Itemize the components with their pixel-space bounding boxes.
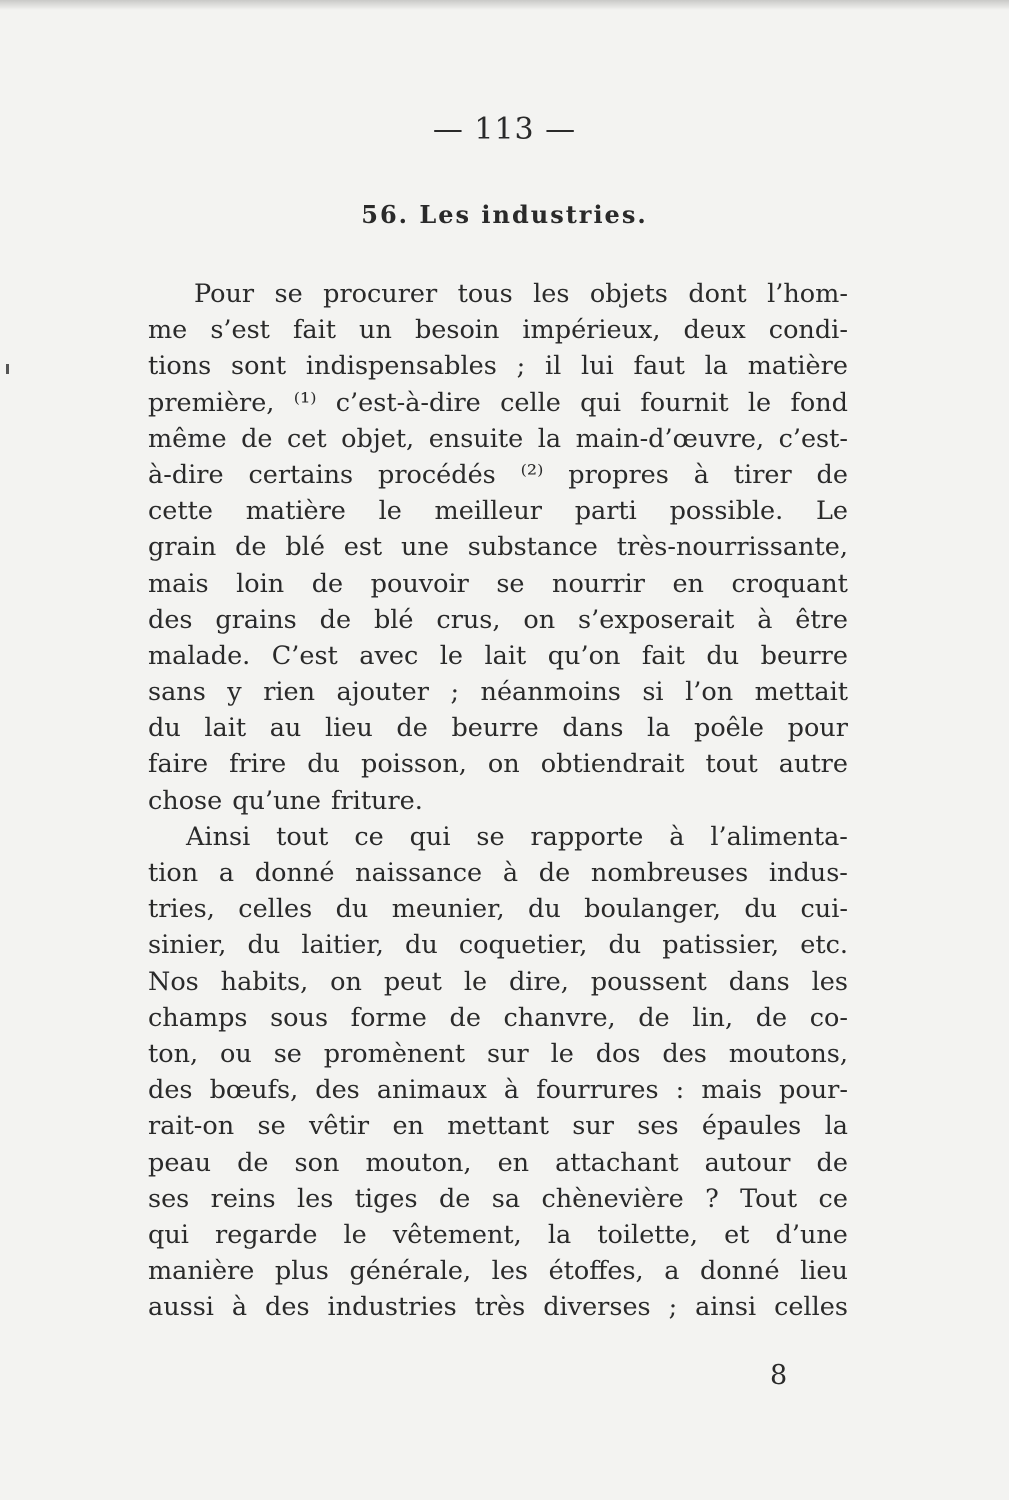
text-line	[148, 674, 848, 710]
word: loin	[236, 568, 285, 599]
word: blé	[285, 532, 325, 563]
word: blé	[373, 604, 414, 635]
word: étoffes,	[548, 1256, 644, 1287]
word: sa	[491, 1183, 521, 1214]
word: première,	[148, 387, 275, 418]
word: qu’une	[232, 785, 322, 816]
word: ⁽²⁾	[520, 459, 544, 490]
word: propres	[568, 459, 669, 490]
word: bœufs,	[209, 1075, 299, 1106]
word: ou	[220, 1038, 252, 1069]
word: Tout	[740, 1183, 798, 1214]
word: procurer	[323, 279, 438, 309]
word: dans	[562, 713, 624, 744]
text-line	[148, 1253, 848, 1289]
word: il	[544, 351, 562, 382]
text-line	[148, 529, 848, 565]
word: beurre	[451, 713, 539, 744]
text-line	[148, 457, 848, 493]
word: de	[449, 1002, 481, 1033]
word: aussi	[148, 1292, 214, 1323]
word: de	[538, 858, 571, 888]
word: mouton,	[365, 1147, 472, 1178]
word: les	[491, 1256, 529, 1287]
word: crus,	[436, 604, 501, 635]
text-line	[148, 602, 848, 638]
word: nombreuses	[590, 858, 749, 888]
word: boulanger,	[584, 894, 721, 925]
word: à	[502, 858, 519, 888]
word: sinier,	[148, 930, 227, 961]
word: l’hom-	[767, 279, 848, 309]
word: néanmoins	[480, 677, 621, 708]
word: lait	[484, 640, 527, 671]
word: tous	[457, 279, 513, 309]
word: impérieux,	[522, 315, 661, 346]
word: vêtement,	[392, 1219, 522, 1250]
text-line	[148, 1072, 848, 1108]
word: nourrir	[552, 568, 645, 599]
text-line	[148, 421, 848, 457]
word: à	[693, 459, 709, 490]
word: ;	[450, 677, 460, 708]
word: celle	[500, 387, 561, 418]
word: d’une	[775, 1219, 848, 1250]
word: celles	[238, 894, 313, 925]
word: de	[237, 1147, 269, 1178]
word: qui	[580, 387, 622, 418]
word: de	[241, 423, 273, 454]
text-line	[148, 819, 848, 855]
word: croquant	[731, 568, 848, 599]
word: lui	[581, 351, 614, 382]
word: avec	[359, 640, 419, 671]
word: peut	[383, 966, 442, 997]
text-line	[148, 385, 848, 421]
word: autre	[778, 749, 848, 780]
word: ce	[818, 1183, 848, 1214]
word: être	[795, 604, 848, 635]
word: un	[359, 315, 392, 346]
word: qu’on	[547, 640, 621, 671]
word: tirer	[733, 459, 792, 490]
text-line	[148, 276, 848, 312]
word: obtiendrait	[540, 749, 685, 780]
word: est	[343, 532, 383, 563]
word: donné	[254, 858, 335, 888]
word: au	[269, 713, 302, 744]
text-line	[148, 1181, 848, 1217]
word: objets	[589, 279, 668, 309]
word: ainsi	[695, 1292, 757, 1323]
word: industries	[327, 1292, 457, 1323]
word: reins	[210, 1183, 276, 1214]
word: de	[438, 1183, 471, 1214]
word: c’est-	[778, 423, 848, 454]
word: chènevière	[541, 1183, 684, 1214]
word: mettait	[754, 677, 848, 708]
word: on	[330, 966, 362, 997]
text-line	[148, 312, 848, 348]
word: meilleur	[434, 496, 542, 527]
word: :	[675, 1075, 685, 1106]
word: Le	[815, 496, 848, 527]
word: ?	[705, 1183, 719, 1214]
word: même	[148, 423, 227, 454]
word: tions	[148, 351, 212, 382]
word: a	[664, 1256, 680, 1287]
word: du	[148, 713, 181, 744]
word: condi-	[768, 315, 848, 346]
word: fourrures	[536, 1075, 659, 1106]
word: certains	[248, 459, 354, 490]
word: peau	[148, 1147, 212, 1178]
word: procédés	[378, 459, 496, 490]
text-line	[148, 638, 848, 674]
word: regarde	[215, 1219, 318, 1250]
word: ton,	[148, 1038, 199, 1069]
word: chanvre,	[503, 1002, 616, 1033]
sheet-signature: 8	[770, 1360, 788, 1391]
word: toilette,	[597, 1219, 698, 1250]
word: objet,	[341, 423, 415, 454]
word: à	[669, 821, 685, 852]
word: ensuite	[428, 423, 524, 454]
word: on	[523, 604, 556, 635]
page-number: — 113 —	[432, 112, 577, 147]
text-line	[148, 746, 848, 782]
word: du	[405, 930, 438, 961]
word: ;	[516, 351, 526, 382]
word: et	[724, 1219, 750, 1250]
word: fait	[292, 315, 337, 346]
word: se	[476, 821, 505, 852]
word: dans	[728, 966, 790, 997]
word: poussent	[590, 966, 707, 997]
word: mettant	[447, 1111, 549, 1142]
word: de	[816, 1147, 848, 1178]
word: indispensables	[305, 351, 497, 382]
word: le	[747, 387, 772, 418]
word: mais	[148, 568, 209, 599]
word: de	[235, 532, 267, 563]
word: dos	[595, 1038, 641, 1069]
word: rapporte	[530, 821, 644, 852]
word: me	[148, 315, 188, 346]
word: du	[744, 894, 778, 925]
word: générale,	[349, 1256, 472, 1287]
word: la	[537, 423, 562, 454]
word: si	[642, 677, 664, 708]
word: sans	[148, 677, 206, 708]
word: ses	[148, 1183, 190, 1214]
word: cui-	[800, 894, 848, 925]
word: la	[704, 351, 728, 382]
word: du	[335, 894, 369, 925]
word: promènent	[323, 1038, 466, 1069]
word: lieu	[800, 1256, 848, 1287]
word: en	[392, 1111, 424, 1142]
word: ce	[354, 821, 384, 852]
word: sur	[487, 1038, 529, 1069]
text-line	[148, 348, 848, 384]
word: de	[319, 604, 352, 635]
word: beurre	[760, 640, 848, 671]
word: le	[550, 1038, 574, 1069]
word: pour	[787, 713, 848, 744]
word: poêle	[694, 713, 765, 744]
word: les	[533, 279, 570, 309]
word: le	[463, 966, 488, 997]
word: le	[439, 640, 463, 671]
word: naissance	[355, 858, 483, 888]
word: à	[757, 604, 773, 635]
word: diverses	[543, 1292, 651, 1323]
text-line	[148, 1036, 848, 1072]
word: frire	[229, 749, 287, 780]
word: des	[148, 1075, 193, 1106]
word: habits,	[220, 966, 309, 997]
word: main-d’œuvre,	[575, 423, 765, 454]
word: indus-	[768, 858, 848, 888]
word: s’est	[210, 315, 270, 346]
word: à	[503, 1075, 520, 1106]
word: du	[608, 930, 642, 961]
word: fournit	[640, 387, 729, 418]
word: chose	[148, 785, 223, 816]
word: deux	[683, 315, 746, 346]
word: de	[396, 713, 428, 744]
word: très-nourrissante,	[616, 532, 848, 563]
text-line	[148, 891, 848, 927]
word: des	[148, 604, 193, 635]
word: y	[227, 677, 242, 708]
word: qui	[148, 1219, 189, 1250]
word: a	[218, 858, 235, 888]
word: autour	[704, 1147, 791, 1178]
word: donné	[699, 1256, 780, 1287]
word: des	[662, 1038, 707, 1069]
word: matière	[245, 496, 346, 527]
word: patissier,	[662, 930, 780, 961]
word: moutons,	[728, 1038, 848, 1069]
word: matière	[747, 351, 848, 382]
word: poisson,	[361, 749, 467, 780]
margin-mark	[6, 364, 9, 374]
word: grain	[148, 532, 217, 563]
word: cet	[287, 423, 327, 454]
word: pouvoir	[370, 568, 469, 599]
word: de	[638, 1002, 670, 1033]
word: Ainsi	[186, 821, 251, 852]
word: ses	[637, 1111, 679, 1142]
word: substance	[467, 532, 598, 563]
word: malade.	[148, 640, 251, 671]
word: lieu	[324, 713, 373, 744]
word: faut	[633, 351, 685, 382]
word: se	[257, 1111, 286, 1142]
body-text	[148, 276, 848, 1325]
word: manière	[148, 1256, 255, 1287]
text-line	[148, 1289, 848, 1325]
word: tion	[148, 858, 199, 888]
word: son	[294, 1147, 340, 1178]
text-line	[148, 783, 848, 819]
text-line	[148, 964, 848, 1000]
text-line	[148, 855, 848, 891]
word: de	[755, 1002, 788, 1033]
word: de	[816, 459, 848, 490]
word: sont	[231, 351, 287, 382]
word: mais	[701, 1075, 762, 1106]
word: du	[528, 894, 561, 925]
word: dire,	[508, 966, 569, 997]
word: sur	[572, 1111, 614, 1142]
word: qui	[409, 821, 451, 852]
section-title: 56. Les industries.	[361, 200, 648, 229]
word: dont	[688, 279, 747, 309]
word: tout	[276, 821, 329, 852]
word: C’est	[271, 640, 338, 671]
word: l’alimenta-	[710, 821, 848, 852]
word: meunier,	[391, 894, 505, 925]
word: grains	[215, 604, 297, 635]
word: ajouter	[336, 677, 429, 708]
text-line	[148, 927, 848, 963]
text-line	[148, 710, 848, 746]
word: ⁽¹⁾	[293, 387, 317, 418]
word: lin,	[692, 1002, 734, 1033]
word: attachant	[555, 1147, 679, 1178]
word: parti	[574, 496, 637, 527]
word: fait	[641, 640, 685, 671]
word: pour-	[779, 1075, 848, 1106]
word: rien	[263, 677, 316, 708]
word: faire	[148, 749, 209, 780]
text-line	[148, 1145, 848, 1181]
word: très	[474, 1292, 526, 1323]
word: les	[296, 1183, 334, 1214]
word: etc.	[800, 930, 848, 961]
word: celles	[774, 1292, 848, 1323]
word: besoin	[414, 315, 500, 346]
word: se	[274, 279, 303, 309]
word: friture.	[331, 785, 423, 816]
word: lait	[204, 713, 247, 744]
text-line	[148, 1108, 848, 1144]
word: c’est-à-dire	[335, 387, 481, 418]
word: à	[231, 1292, 248, 1323]
word: la	[824, 1111, 848, 1142]
word: cette	[148, 496, 213, 527]
word: des	[315, 1075, 360, 1106]
word: Pour	[194, 279, 255, 309]
word: se	[496, 568, 525, 599]
word: la	[547, 1219, 572, 1250]
word: possible.	[669, 496, 784, 527]
word: laitier,	[301, 930, 384, 961]
word: l’on	[685, 677, 734, 708]
word: tout	[705, 749, 758, 780]
word: plus	[274, 1256, 329, 1287]
word: vêtir	[309, 1111, 370, 1142]
word: en	[497, 1147, 530, 1178]
word: se	[273, 1038, 302, 1069]
word: le	[343, 1219, 367, 1250]
word: tries,	[148, 894, 215, 925]
word: du	[247, 930, 281, 961]
word: des	[265, 1292, 310, 1323]
word: du	[706, 640, 740, 671]
word: du	[307, 749, 340, 780]
word: Nos	[148, 966, 199, 997]
text-line	[148, 493, 848, 529]
word: sous	[270, 1002, 329, 1033]
word: on	[487, 749, 520, 780]
word: rait-on	[148, 1111, 235, 1142]
word: le	[378, 496, 402, 527]
word: la	[647, 713, 671, 744]
word: animaux	[376, 1075, 487, 1106]
word: les	[811, 966, 848, 997]
word: champs	[148, 1002, 248, 1033]
page-top-edge	[0, 0, 1009, 10]
word: fond	[790, 387, 848, 418]
text-line	[148, 1217, 848, 1253]
word: s’exposerait	[578, 604, 735, 635]
word: ;	[668, 1292, 678, 1323]
word: de	[311, 568, 344, 599]
word: tiges	[354, 1183, 418, 1214]
word: à-dire	[148, 459, 224, 490]
text-line	[148, 566, 848, 602]
text-line	[148, 1000, 848, 1036]
word: forme	[350, 1002, 427, 1033]
word: une	[400, 532, 449, 563]
word: co-	[809, 1002, 848, 1033]
word: en	[672, 568, 704, 599]
word: épaules	[701, 1111, 802, 1142]
word: coquetier,	[458, 930, 588, 961]
